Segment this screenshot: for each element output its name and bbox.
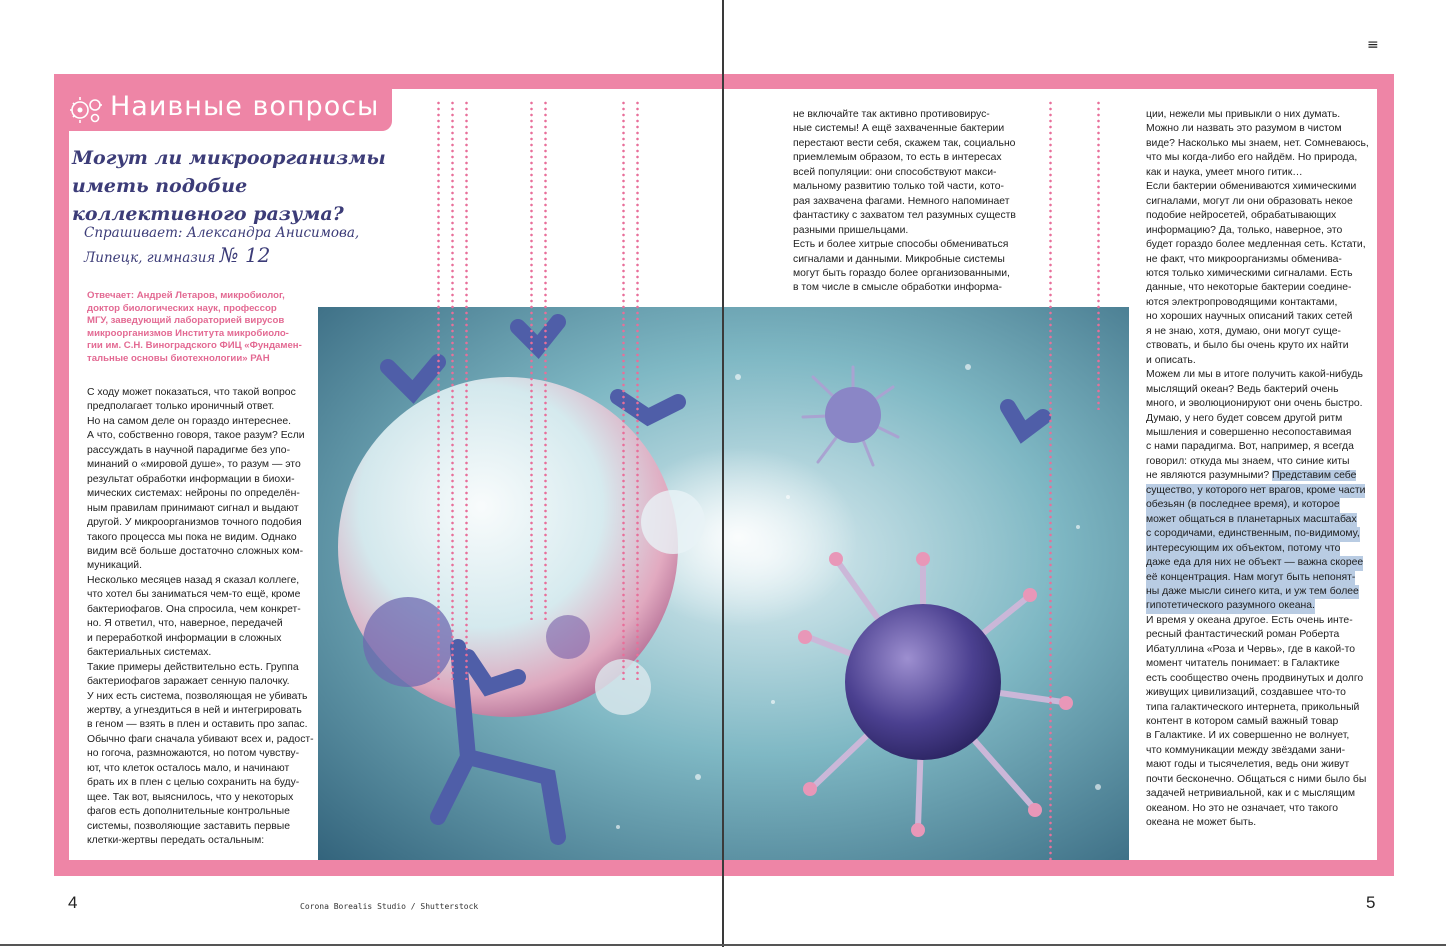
text-line: что мы когда-либо его найдём. Но природа, [1146, 152, 1358, 164]
text-line: контент в котором самый важный товар [1146, 716, 1339, 728]
text-line: данные, что некоторые бактерии соедине- [1146, 282, 1352, 294]
text-line: типа галактического интернета, прикольный [1146, 701, 1360, 713]
answerer-line: микроорганизмов Института микробиоло- [87, 327, 289, 339]
text-line: фагов есть дополнительные контрольные [87, 806, 290, 818]
text-line: подобие нейросетей, обрабатывающих [1146, 210, 1337, 222]
text-line: с сородичами, единственным, по-видимому, [1146, 527, 1360, 541]
text-line: могут быть гораздо более организованными, [793, 267, 1010, 279]
text-line: сигналами и данными. Микробные системы [793, 253, 1005, 265]
text-line: предполагает только ироничный ответ. [87, 401, 275, 413]
text-line: не включайте так активно противовирус- [793, 109, 990, 120]
dot-column [1097, 100, 1100, 410]
text-line: фантастику с захватом тел разумных существ [793, 210, 1016, 222]
text-line: С ходу может показаться, что такой вопрос [87, 387, 296, 398]
microbes-icon [68, 95, 104, 125]
asker-credit [84, 222, 384, 269]
answerer-line: гии им. С.Н. Виноградского ФИЦ «Фундамен- [87, 340, 302, 352]
text-line: в геном — взять в плен и оставить про запас. [87, 719, 308, 731]
text-line: бактериофагов заражает сенную палочку. [87, 676, 290, 688]
dot-column [622, 100, 625, 680]
dot-column [465, 100, 468, 680]
text-line: ствовать, и было бы очень круто их найти [1146, 340, 1349, 352]
text-line: ным правилам принимают сигнал и выдают [87, 502, 299, 514]
asker-number: № 12 [219, 243, 271, 267]
asker-line [84, 244, 384, 269]
text-line: будет гораздо более медленная сеть. Кстати, [1146, 239, 1366, 251]
text-line: Такие примеры действительно есть. Группа [87, 661, 299, 673]
text-line: живущих цивилизаций, создавшее что-то [1146, 687, 1346, 699]
photo-credit: Corona Borealis Studio / Shutterstock [300, 902, 479, 911]
text-line: такого процесса мы пока не видим. Однако [87, 531, 297, 543]
text-line: Обычно фаги сначала убивают всех и, радост- [87, 733, 314, 745]
text-line: гипотетического разумного океана. [1146, 599, 1315, 613]
answerer-line: МГУ, заведующий лабораторией вирусов [87, 315, 285, 327]
text-line: Есть и более хитрые способы обмениваться [793, 239, 1009, 251]
text-line: и описать. [1146, 354, 1196, 366]
text-line: ются только химическими сигналами. Есть [1146, 267, 1353, 279]
col3-highlight-block [1146, 484, 1369, 614]
dot-column [1049, 100, 1052, 860]
text-line: мических системах: нейроны по определён- [87, 488, 300, 500]
text-line: виде? Насколько мы знаем, нет. Сомневаюсь, [1146, 137, 1369, 149]
dot-column [437, 100, 440, 680]
text-line: даже еда для них не объект — важна скорее [1146, 556, 1363, 570]
text-line: минаний о «мировой душе», то разум — это [87, 459, 301, 471]
text-line: видим всё больше достаточно сложных ком- [87, 545, 304, 557]
dot-column [451, 100, 454, 680]
text-line: ные системы! А ещё захваченные бактерии [793, 123, 1005, 135]
body-column-1 [87, 386, 314, 849]
dot-column [636, 100, 639, 680]
text-line: но. Я ответил, что, наверное, передачей [87, 618, 283, 630]
dot-column [544, 100, 547, 620]
text-line: И время у океана другое. Есть очень инте- [1146, 614, 1353, 626]
text-line: перестают вести себя, скажем так, социально [793, 137, 1016, 149]
bottom-rule [0, 944, 1446, 946]
text-line: У них есть система, позволяющая не убивать [87, 690, 308, 702]
text-line: ны даже мысли синего кита, и уж тем более [1146, 585, 1359, 599]
text-line: океана не может быть. [1146, 817, 1257, 829]
text-line: ются электропроводящими контактами, [1146, 296, 1338, 308]
text-line: мышления и совершенно несопоставимая [1146, 426, 1352, 438]
text-line: момент читатель понимает: в Галактике [1146, 658, 1340, 670]
text-line: жертву, а угнездиться в ней и интегрировать [87, 704, 302, 716]
body-column-2 [793, 108, 1016, 296]
text-line: что хотел бы заниматься чем-то ещё, кроме [87, 589, 301, 601]
text-line: всей популяции: они способствуют макси- [793, 166, 997, 178]
text-line: другой. У микроорганизмов точного подобия [87, 517, 302, 529]
text-line: ресный фантастический роман Роберта [1146, 629, 1340, 641]
answerer-credit [87, 290, 302, 366]
text-line: Но на самом деле он гораздо интереснее. [87, 415, 292, 427]
text-line: мальному развитию только той части, кото- [793, 181, 1004, 193]
text-line: бактериофагов. Она спросила, чем конкрет- [87, 603, 301, 615]
text-line: мыслящий океан? Ведь бактерий очень [1146, 383, 1339, 395]
highlighted-text: Представим себе [1272, 470, 1357, 482]
text-line: с нами парадигма. Вот, например, я всегда [1146, 441, 1354, 453]
page-number-left: 4 [68, 893, 78, 912]
answerer-line: Отвечает: Андрей Летаров, микробиолог, [87, 290, 285, 301]
text-line: существо, у которого нет врагов, кроме части [1146, 484, 1365, 498]
text-line: и переработкой информации в сложных [87, 632, 282, 644]
page-gutter [722, 0, 724, 947]
text-line: в том числе в смысле обработки информа- [793, 282, 1002, 294]
question-heading: Могут ли микроорганизмы иметь подобие коллективного разума? [72, 147, 386, 225]
text-line: рассуждать в научной парадигме без упо- [87, 444, 291, 456]
text-line: Можно ли назвать это разумом в чистом [1146, 123, 1342, 135]
text-line: интересующим их объектом, потому что [1146, 542, 1340, 556]
text-line: А что, собственно говоря, такое разум? Если [87, 430, 305, 442]
text-line: ют, что клеток осталось мало, и начинают [87, 762, 290, 774]
text-line: щее. Так вот, выяснилось, что у некоторых [87, 791, 294, 803]
text-line: брать их в плен с целью сохранить на буду- [87, 777, 300, 789]
text-line: как и наука, умеет много гитик… [1146, 166, 1303, 178]
text-line: сигналами, могут ли они образовать некое [1146, 195, 1353, 207]
text-line: почти бесконечно. Общаться с ними было бы [1146, 773, 1367, 785]
col3-post-block [1146, 614, 1369, 831]
text-line: ции, нежели мы привыкли о них думать. [1146, 109, 1341, 120]
asker-school: Липецк, гимназия [84, 250, 220, 266]
text-line: её концентрация. Нам могут быть непонят- [1146, 571, 1355, 585]
split-plain: не являются разумными? [1146, 470, 1273, 482]
text-line: разными пришельцами. [793, 224, 909, 236]
answerer-line: тальные основы биотехнологии» РАН [87, 352, 270, 364]
dot-column [530, 100, 533, 620]
text-line: результат обработки информации в биохи- [87, 473, 295, 485]
text-line: я не знаю, хотя, думаю, они могут суще- [1146, 325, 1342, 337]
text-line: задачей нетривиальной, как и с мыслящим [1146, 788, 1355, 800]
text-line: обезьян (в последнее время), и которое [1146, 498, 1340, 512]
text-line: в Галактике. И их совершенно не волнует, [1146, 730, 1350, 742]
text-line [1146, 469, 1369, 483]
text-line: рая захвачена фагами. Немного напоминает [793, 195, 1010, 207]
text-line: Несколько месяцев назад я сказал коллеге, [87, 574, 300, 586]
text-line: системы, позволяющие заставить первые [87, 820, 291, 832]
text-line: океаном. Но это не означает, что такого [1146, 802, 1339, 814]
text-line: клетки-жертвы передать остальным: [87, 835, 265, 847]
text-line: Можем ли мы в итоге получить какой-нибудь [1146, 369, 1363, 381]
text-line: приемлемым образом, то есть в интересах [793, 152, 1002, 164]
text-line: много, и эволюционируют они очень быстро. [1146, 398, 1363, 410]
text-line: Думаю, у него будет совсем другой ритм [1146, 412, 1343, 424]
text-line: информацию? Да, только, наверное, это [1146, 224, 1343, 236]
col3-pre-block [1146, 108, 1369, 469]
text-line: мают годы и тысячелетия, ведь они живут [1146, 759, 1350, 771]
text-line: говорил: откуда мы знаем, что синие киты [1146, 455, 1350, 467]
text-line: может общаться в планетарных масштабах [1146, 513, 1357, 527]
text-line: не факт, что микроорганизмы обменива- [1146, 253, 1342, 265]
text-line: муникаций. [87, 560, 142, 572]
text-line: но гогоча, размножаются, но потом чувству- [87, 748, 300, 760]
text-line: что коммуникации между звёздами зани- [1146, 744, 1346, 756]
text-line: но хороших научных описаний таких сетей [1146, 311, 1353, 323]
text-line: есть сообщество очень продвинутых и долго [1146, 672, 1364, 684]
text-line: Ибатуллина «Роза и Червь», где в какой-то [1146, 643, 1356, 655]
text-line: Если бактерии обмениваются химическими [1146, 181, 1357, 193]
answerer-line: доктор биологических наук, профессор [87, 302, 277, 314]
body-column-3 [1146, 108, 1369, 831]
text-line: бактериальных системах. [87, 647, 212, 659]
section-title: Наивные вопросы [110, 91, 380, 122]
page-number-right: 5 [1366, 893, 1376, 912]
menu-icon[interactable]: ≡ [1367, 37, 1379, 53]
asker-line: Спрашивает: Александра Анисимова, [84, 225, 360, 241]
